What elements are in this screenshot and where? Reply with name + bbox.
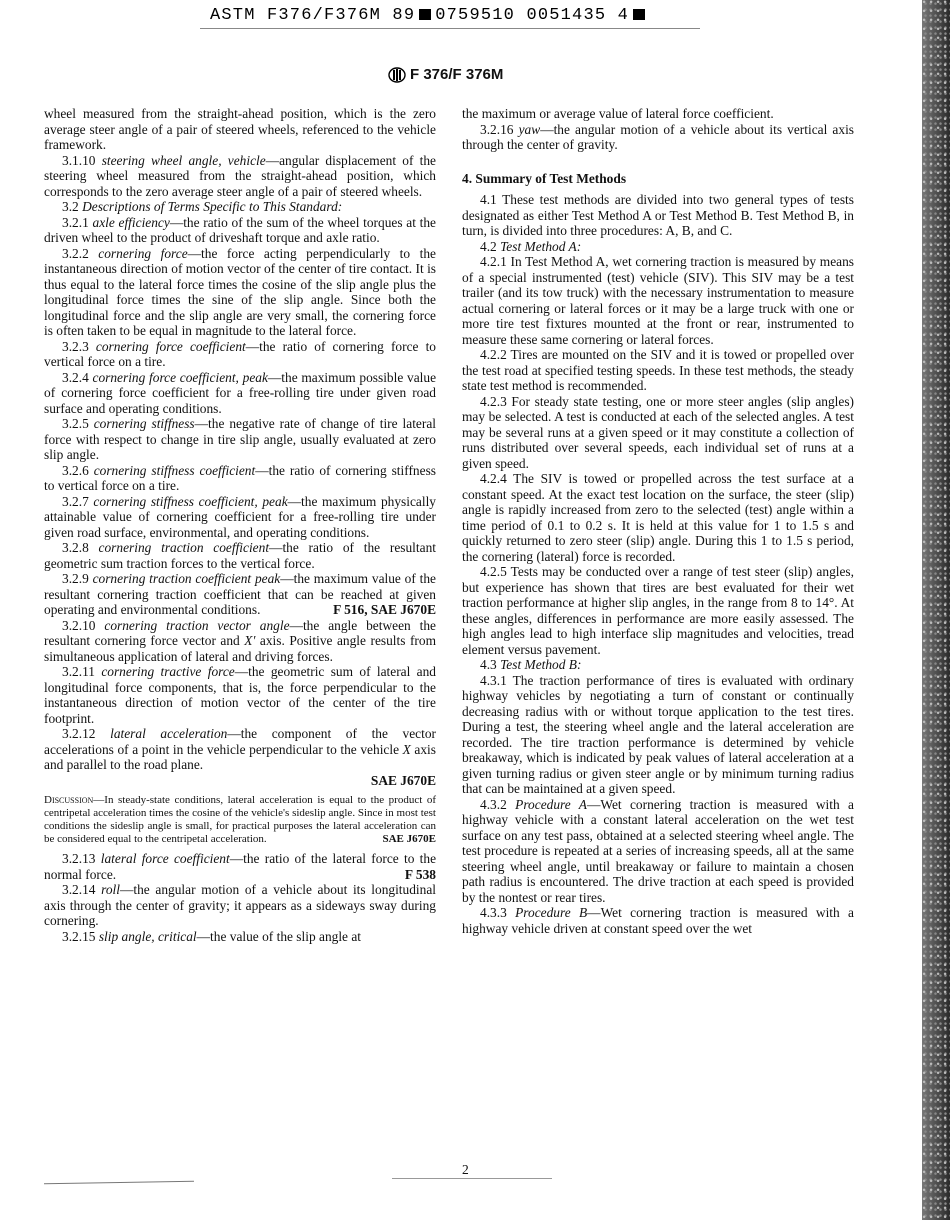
paragraph: 3.2.16 yaw—the angular motion of a vehicle about its vertical axis through the center of gravity.	[462, 121, 854, 152]
paragraph: 4.3.1 The traction performance of tires is evaluated with ordinary highway vehicles by negotiating a turn of constant or continually decreasing radius with or without torque application to the test tires. During a test, the steering wheel angle and the lateral acceleration are recorded. The tire traction performance is determined by vehicle breakaway, which is indicated by peak values of lateral acceleration at a given turning radius or given steer angle or by minimum turning radius that can be maintained at a given speed.	[462, 672, 854, 796]
reference-source: SAE J670E	[370, 772, 436, 788]
footer-rule	[44, 1181, 194, 1185]
paragraph: 3.2.9 cornering traction coefficient peak—the maximum value of the resultant cornering traction coefficient that can be reached at given operating and environmental conditions. F 516, SAE J670E	[44, 571, 436, 617]
paragraph: 3.2.6 cornering stiffness coefficient—the ratio of cornering stiffness to vertical force on a tire.	[44, 462, 436, 493]
footer-rule	[392, 1178, 552, 1179]
paragraph: 3.2.8 cornering traction coefficient—the ratio of the resultant geometric sum traction forces to the vertical force.	[44, 540, 436, 571]
right-column	[462, 106, 854, 936]
discussion-note: Discussion—In steady-state conditions, lateral acceleration is equal to the product of centripetal acceleration times the cosine of the vehicle's sideslip angle. Since in most test conditions the sideslip angle is small, for practical purposes the lateral acceleration can be considered equal to the centripetal acceleration. SAE J670E	[44, 794, 436, 845]
black-block-mark	[419, 9, 431, 20]
paragraph: 3.2.2 cornering force—the force acting perpendicularly to the instantaneous direction of motion vector of the center of tire contact. It is thus equal to the lateral force times the cosine of the slip angle plus the longitudinal force times the sine of the slip angle. Since both the longitudinal force and the slip angle are very small, the cornering force is often taken to be equal in magnitude to the lateral force.	[44, 245, 436, 338]
astm-logo-icon	[388, 67, 406, 83]
paragraph: the maximum or average value of lateral force coefficient.	[462, 106, 774, 121]
paragraph: 3.1.10 steering wheel angle, vehicle—angular displacement of the steering wheel measured from the straight-ahead position, which corresponds to the zero average steer angle of a pair of steered wheels.	[44, 152, 436, 199]
paragraph: 3.2.15 slip angle, critical—the value of the slip angle at	[62, 928, 362, 944]
paragraph: 3.2.1 axle efficiency—the ratio of the sum of the wheel torques at the driven wheel to the product of driveshaft torque and axle ratio.	[44, 214, 436, 245]
paragraph: 3.2.4 cornering force coefficient, peak—the maximum possible value of cornering force coefficient for a free-rolling tire under given road surface and operating conditions.	[44, 369, 437, 416]
paragraph: 3.2.5 cornering stiffness—the negative rate of change of tire lateral force with respect to change in tire slip angle, usually evaluated at zero slip angle.	[44, 416, 436, 462]
document-control-line: ASTM F376/F376M 89 0759510 0051435 4	[210, 6, 700, 25]
paragraph: 4.2.3 For steady state testing, one or more steer angles (slip angles) may be selected. A test is conducted at each of the selected angles. A test may be several runs at a given speed or it may constitute a collection of runs distributed over several speeds, each individual set of runs at a given speed.	[462, 393, 854, 471]
reference-source: F 516, SAE J670E	[333, 602, 436, 617]
paragraph: 4.2.5 Tests may be conducted over a range of test steer (slip) angles, but experience has shown that tires are best evaluated for their wet traction performance at higher slip angles, in the range from 8 to 14°. At these angles, differences in performance are more easily assessed. The high angles lead to high interface slip magnitudes and velocities, tread element versus pavement.	[462, 564, 854, 657]
scan-edge-shadow	[922, 0, 950, 1220]
paragraph: 3.2.11 cornering tractive force—the geometric sum of lateral and longitudinal force components, that is, the force perpendicular to the instantaneous direction of motion vector of the center of the tire footprint.	[44, 664, 437, 726]
paragraph: 4.2.2 Tires are mounted on the SIV and it is towed or propelled over the test road at specified testing speeds. In these test methods, the steady state test method is recommended.	[462, 347, 854, 393]
standard-designation: F 376/F 376M	[388, 66, 503, 83]
reference-source: SAE J670E	[382, 833, 436, 845]
paragraph: 4.3.3 Procedure B—Wet cornering traction is measured with a highway vehicle driven at constant speed over the wet	[462, 905, 854, 936]
header-rule	[200, 28, 700, 29]
paragraph: 3.2 Descriptions of Terms Specific to This Standard:	[62, 199, 343, 214]
paragraph: 3.2.10 cornering traction vector angle—the angle between the resultant cornering force vector and X′ axis. Positive angle results from simultaneous application of lateral and driving forces.	[44, 617, 436, 664]
paragraph: 3.2.14 roll—the angular motion of a vehicle about its longitudinal axis through the center of gravity; it appears as a sideways sway during cornering.	[44, 882, 436, 928]
paragraph: 4.2.4 The SIV is towed or propelled across the test surface at a constant speed. At the exact test location on the surface, the steer (slip) angle is rapidly increased from zero to the selected (test) angle within a time period of 0.1 to 0.2 s. It is held at this value for 1 to 1.5 s and quickly returned to zero steer (slip) angle. During this 1 to 1.5 s period, the cornering (lateral) force is recorded.	[462, 471, 854, 564]
section-heading: 4. Summary of Test Methods	[462, 170, 627, 186]
paragraph: 3.2.3 cornering force coefficient—the ratio of cornering force to vertical force on a tire.	[44, 338, 436, 369]
page-number: 2	[462, 1162, 469, 1177]
black-block-mark	[633, 9, 645, 20]
paragraph: 3.2.12 lateral acceleration—the component of the vector accelerations of a point in the vehicle perpendicular to the vehicle X axis and parallel to the road plane.	[44, 726, 436, 772]
paragraph: wheel measured from the straight-ahead position, which is the zero average steer angle of a pair of steered wheels, referenced to the vehicle framework.	[44, 106, 436, 152]
paragraph: 4.1 These test methods are divided into two general types of tests designated as either Test Method A or Test Method B. Test Method B, in turn, is divided into three procedures: A, B, and C.	[462, 192, 854, 238]
paragraph: 3.2.13 lateral force coefficient—the ratio of the lateral force to the normal force. F 538	[44, 851, 437, 882]
paragraph: 3.2.7 cornering stiffness coefficient, peak—the maximum physically attainable value of cornering coefficient for a free-rolling tire under given road surface, environmental, and operating conditions.	[44, 493, 436, 540]
paragraph: 4.3.2 Procedure A—Wet cornering traction is measured with a highway vehicle with a constant lateral acceleration on the wet test surface on any test pass, obtained at a selected steering wheel angle. The test procedure is repeated at a series of increasing speeds, all at the same steering wheel angle, until breakaway or failure to maintain a chosen path radius is encountered. The drive traction at each speed is provided by the nontest or rear tires.	[462, 796, 854, 905]
left-column	[44, 106, 436, 944]
paragraph: 4.2.1 In Test Method A, wet cornering traction is measured by means of a special instrumented (test) vehicle (SIV). This SIV may be a test trailer (and its tow truck) with the necessary instrumentation to measure actual cornering or lateral forces or it may be a large truck with one or more tire test fixtures mounted at the front or rear, instrumented to measure these same cornering or lateral forces.	[462, 254, 854, 347]
paragraph: 4.2 Test Method A:	[480, 238, 582, 254]
reference-source: F 538	[404, 866, 436, 882]
paragraph: 4.3 Test Method B:	[480, 657, 582, 672]
